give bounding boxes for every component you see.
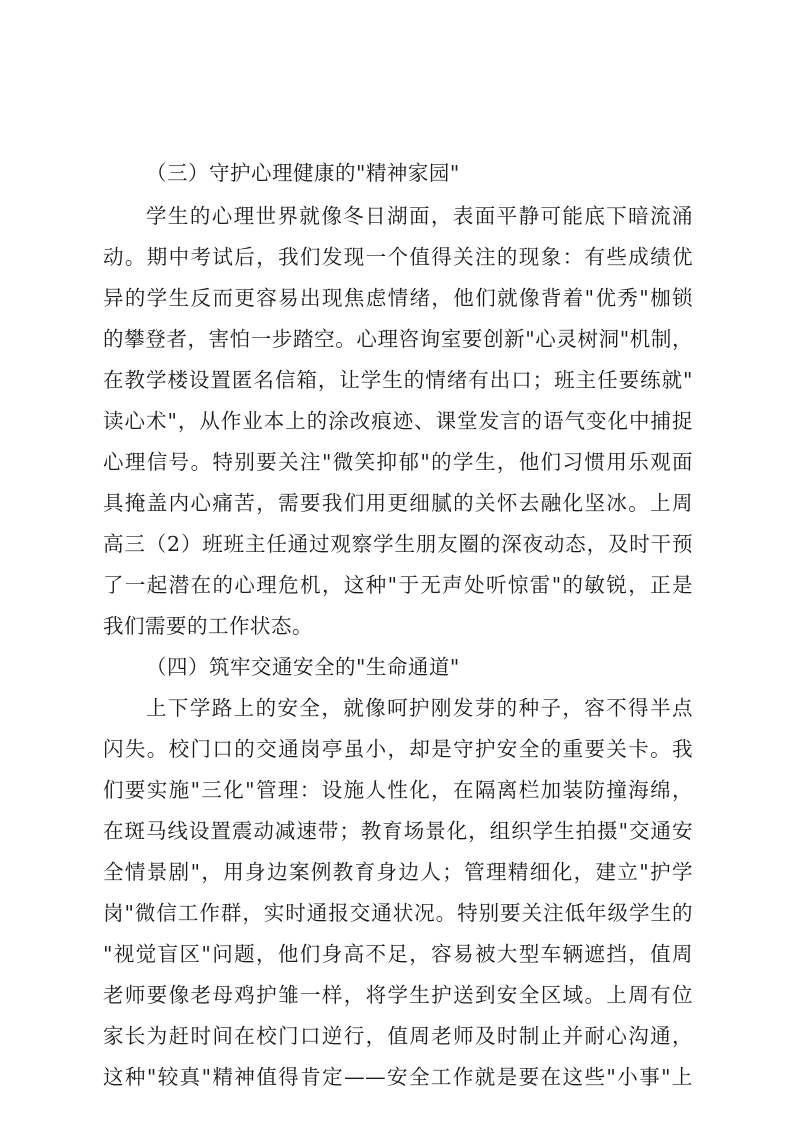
paragraph-line: 在斑马线设置震动减速带；教育场景化，组织学生拍摄"交通安 (103, 819, 693, 843)
paragraph-line: 老师要像老母鸡护雏一样，将学生护送到安全区域。上周有位 (103, 983, 693, 1007)
section-heading: （四）筑牢交通安全的"生命通道" (146, 655, 460, 679)
paragraph-line: 的攀登者，害怕一步踏空。心理咨询室要创新"心灵树洞"机制， (103, 327, 693, 351)
paragraph-line: 岗"微信工作群，实时通报交通状况。特别要关注低年级学生的 (103, 901, 693, 925)
paragraph-line: 具掩盖内心痛苦，需要我们用更细腻的关怀去融化坚冰。上周 (103, 491, 693, 515)
paragraph-line: 高三（2）班班主任通过观察学生朋友圈的深夜动态，及时干预 (103, 532, 693, 556)
paragraph-line: 们要实施"三化"管理：设施人性化，在隔离栏加装防撞海绵， (103, 778, 693, 802)
paragraph-line: 全情景剧"，用身边案例教育身边人；管理精细化，建立"护学 (103, 860, 693, 884)
paragraph-line: 异的学生反而更容易出现焦虑情绪，他们就像背着"优秀"枷锁 (103, 286, 693, 310)
paragraph-line: 家长为赶时间在校门口逆行，值周老师及时制止并耐心沟通， (103, 1024, 693, 1048)
paragraph-line: 这种"较真"精神值得肯定——安全工作就是要在这些"小事"上 (103, 1065, 693, 1089)
paragraph-line: "视觉盲区"问题，他们身高不足，容易被大型车辆遮挡，值周 (103, 942, 693, 966)
paragraph-line: 在教学楼设置匿名信箱，让学生的情绪有出口；班主任要练就" (103, 368, 693, 392)
paragraph-line: 我们需要的工作状态。 (103, 614, 313, 638)
paragraph-line: 读心术"，从作业本上的涂改痕迹、课堂发言的语气变化中捕捉 (103, 409, 693, 433)
paragraph-line: 了一起潜在的心理危机，这种"于无声处听惊雷"的敏锐，正是 (103, 573, 693, 597)
paragraph-line: 动。期中考试后，我们发现一个值得关注的现象：有些成绩优 (103, 245, 693, 269)
paragraph-line: 闪失。校门口的交通岗亭虽小，却是守护安全的重要关卡。我 (103, 737, 693, 761)
paragraph-line: 上下学路上的安全，就像呵护刚发芽的种子，容不得半点 (146, 696, 693, 720)
paragraph-line: 学生的心理世界就像冬日湖面，表面平静可能底下暗流涌 (146, 204, 693, 228)
section-heading: （三）守护心理健康的"精神家园" (146, 161, 460, 185)
paragraph-line: 心理信号。特别要关注"微笑抑郁"的学生，他们习惯用乐观面 (103, 450, 693, 474)
